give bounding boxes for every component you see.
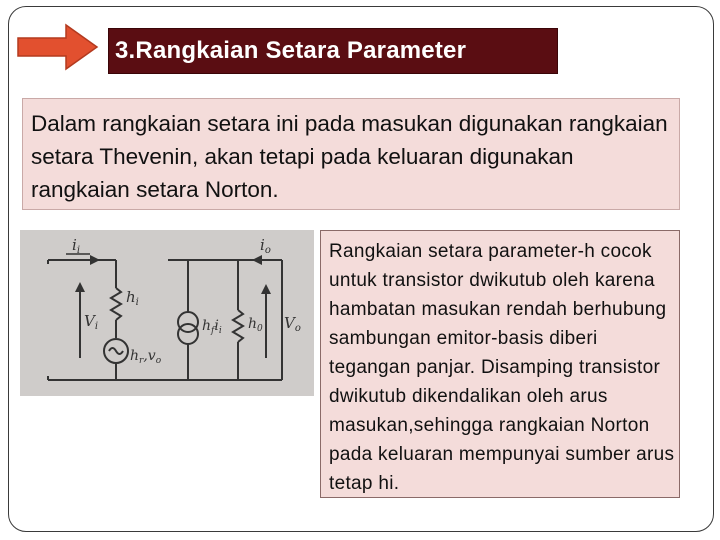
svg-text:io: $i_o$ — [260, 236, 271, 256]
intro-textbox — [22, 98, 680, 210]
svg-text:hfii: $h_fi_i$ — [202, 318, 222, 336]
description-textbox — [320, 230, 680, 498]
svg-text:ii: $i_i$ — [72, 236, 81, 256]
description-text: Rangkaian setara parameter-h cocok untuk transistor dwikutub oleh karena hambatan masukan rendah berhubung sambungan emitor-basis diberi tegangan panjar. Disamping transistor dwikutub dikendalikan oleh arus masukan,sehingga rangkaian Norton pada keluaran mempunyai sumber arus tetap hi. — [329, 241, 675, 494]
slide-title-box — [108, 28, 558, 74]
svg-text:Vi: $V_i$ — [84, 312, 99, 332]
svg-text:hi: $h_i$ — [126, 288, 139, 308]
slide-title: 3.Rangkaian Setara Parameter — [115, 37, 467, 64]
circuit-diagram-image — [20, 230, 314, 396]
intro-text: Dalam rangkaian setara ini pada masukan digunakan rangkaian setara Thevenin, akan tetapi pada keluaran digunakan rangkaian setara Norton. — [31, 111, 668, 202]
right-arrow-icon — [16, 22, 100, 72]
svg-text:h0: $h_0$ — [248, 316, 263, 334]
svg-text:Vo: $V_o$ — [284, 314, 301, 334]
svg-text:hr,vo: $h_r,v_o$ — [130, 348, 162, 366]
